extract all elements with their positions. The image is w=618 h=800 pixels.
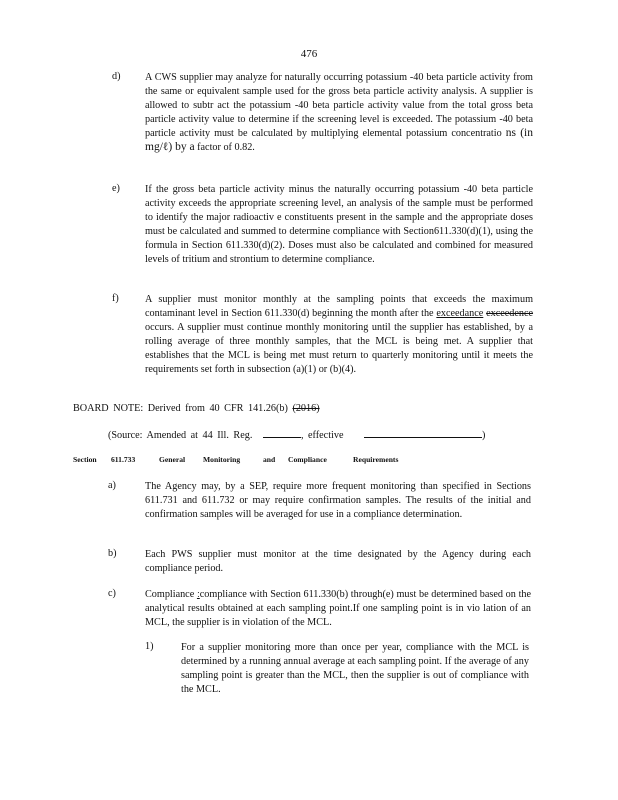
source-effective: , effective <box>300 430 344 441</box>
board-note <box>73 403 320 414</box>
section-number: 611.733 <box>111 455 136 464</box>
item-d-paragraph <box>145 71 533 154</box>
item-f-inserted-word: exceedance <box>436 307 484 319</box>
item-d-factor: factor of 0.82. <box>197 141 255 153</box>
sec-item-c1-label: 1) <box>145 641 154 652</box>
sec-item-b-label: b) <box>108 548 117 559</box>
sec-item-b-paragraph: Each PWS supplier must monitor at the time designated by the Agency during each compliance period. <box>145 549 531 574</box>
sec-item-c1-paragraph: For a supplier monitoring more than once per year, compliance with the MCL is determined by a running annual average at each sampling point. If the average of any sampling point is greater than the MCL, then the supplier is out of compliance with the MCL. <box>181 642 529 695</box>
section-title-word-compliance: Compliance <box>288 455 327 464</box>
register-blank <box>263 428 301 438</box>
section-title-word-monitoring: Monitoring <box>203 455 241 464</box>
item-d-label: d) <box>112 71 121 82</box>
item-e-label: e) <box>112 183 120 194</box>
source-close: ) <box>482 430 486 441</box>
section-title-word-and: and <box>263 455 276 464</box>
sec-item-a-label: a) <box>108 480 116 491</box>
sec-item-c-insert-mark: ː <box>196 589 200 600</box>
page-number: 476 <box>300 48 318 60</box>
sec-item-c-text-start: Compliance <box>145 589 195 600</box>
item-f-deleted-word: exceedence <box>486 307 534 319</box>
source-open: (Source: Amended at 44 Ill. Reg. <box>108 430 253 441</box>
effective-date-blank <box>364 428 482 438</box>
item-d-text: A CWS supplier may analyze for naturally occurring potassium -40 beta particle activity from the same or equivalent sample used for the gross beta particle activity analysis. A supplier is allowed to subtr act the potassium -40 beta particle activity value from the total gross beta particle activity value to determine if the screening level is exceeded. The potassium -40 beta particle activity must be calculated by multiplying elemental potassium concentratio <box>145 72 533 139</box>
sec-item-c-label: c) <box>108 588 116 599</box>
item-f-paragraph <box>145 293 533 376</box>
section-title-word-requirements: Requirements <box>353 455 399 464</box>
item-f-text-start: A supplier must monitor monthly at the sampling points that exceeds the maximum contaminant level in Section 611.330(d) beginning the month after the <box>145 294 533 319</box>
board-note-text: BOARD NOTE: Derived from 40 CFR 141.26(b) <box>73 403 288 414</box>
sec-item-c-paragraph <box>145 588 531 630</box>
sec-item-a-paragraph: The Agency may, by a SEP, require more frequent monitoring than specified in Sections 611.731 and 611.732 or may require confirmation samples. The results of the initial and confirmation samples will be averaged for use in a compliance determination. <box>145 481 531 520</box>
section-title-word-general: General <box>159 455 186 464</box>
section-word: Section <box>73 455 97 464</box>
sec-item-c-text: compliance with Section 611.330(b) through(e) must be determined based on the analytical results obtained at each sampling point.If one sampling point is in vio lation of an MCL, the supplier is in violation of the MCL. <box>145 589 532 628</box>
item-f-text-end: occurs. A supplier must continue monthly monitoring until the supplier has established, by a rolling average of three monthly samples, that the MCL is being met. A supplier that establishes that the MCL is being met must return to quarterly monitoring until it meets the requirements set forth in subsection (a)(1) or (b)(4). <box>145 321 533 375</box>
item-f-label: f) <box>112 293 119 304</box>
item-e-paragraph: If the gross beta particle activity minus the naturally occurring potassium -40 beta particle activity exceeds the appropriate screening level, an analysis of the sample must be performed to identify the major radioactiv e constituents present in the sample and the appropriate doses must be calculated and summed to determine compliance with Section611.330(d)(1), using the formula in Section 611.330(d)(2). Doses must also be calculated and combined for measured levels of tritium and strontium to determine compliance. <box>145 184 533 265</box>
item-d-unit-text: ns (in mg/ℓ) by a <box>145 126 534 153</box>
board-note-struck-year: (2016) <box>292 403 320 414</box>
source-line <box>108 428 485 441</box>
